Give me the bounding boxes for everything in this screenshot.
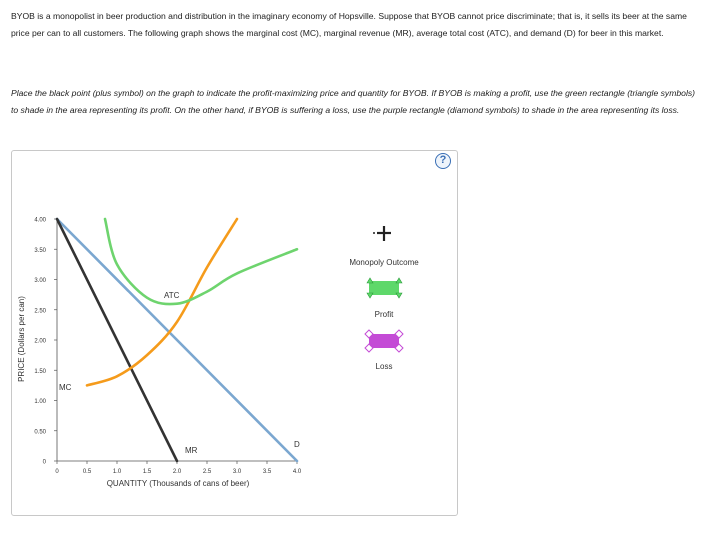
instructions-text: Place the black point (plus symbol) on the graph to indicate the profit-maximizing price and quantity for BYOB. If BYOB is making a profit, use the green rectangle (triangle symbols) to shade in the area representing its profit. On the other hand, if BYOB is suffering a loss, use the purple rectangle (diamond symbols) to shade in the area representing its loss. (11, 88, 696, 115)
y-tick-label: 1.00 (34, 399, 46, 405)
graph-panel (11, 150, 458, 516)
profit-label: Profit (374, 310, 394, 319)
mc-label: MC (59, 383, 72, 392)
x-tick-label: 4.0 (292, 469, 302, 475)
profit-rectangle-tool[interactable] (367, 278, 402, 298)
x-tick-label: 3.0 (232, 469, 242, 475)
x-axis-label: QUANTITY (Thousands of cans of beer) (106, 479, 250, 488)
help-icon[interactable]: ? (435, 153, 451, 169)
y-tick-label: 1.50 (34, 368, 46, 375)
x-tick-label: 1.5 (142, 469, 152, 475)
atc-label: ATC (164, 291, 180, 300)
x-tick-label: 3.5 (262, 469, 272, 475)
intro-text: BYOB is a monopolist in beer production and distribution in the imaginary economy of Hopsville. Suppose that BYOB cannot price discriminate; that is, it sells its beer at the same price per can to all customers. The following graph shows the marginal cost (MC), marginal revenue (MR), average total cost (ATC), and demand (D) for beer in this market. (11, 11, 687, 38)
x-tick-label: 2.0 (172, 469, 182, 475)
mr-label: MR (185, 446, 198, 455)
demand-label: D (294, 440, 300, 449)
loss-label: Loss (375, 362, 393, 371)
monopoly-outcome-label: Monopoly Outcome (349, 258, 419, 267)
y-tick-label: 0.50 (34, 429, 46, 436)
y-tick-label: 3.00 (34, 278, 46, 284)
y-tick-label: 2.50 (34, 308, 46, 315)
x-tick-label: 1.0 (112, 469, 122, 475)
y-axis-label: PRICE (Dollars per can) (17, 296, 26, 382)
x-tick-label: 0 (55, 469, 59, 475)
y-tick-label: 4.00 (34, 217, 46, 224)
y-tick-label: 0 (42, 459, 46, 466)
y-tick-label: 2.00 (34, 338, 46, 345)
x-tick-label: 0.5 (82, 469, 92, 475)
y-tick-label: 3.50 (34, 247, 46, 254)
x-tick-label: 2.5 (202, 469, 212, 475)
